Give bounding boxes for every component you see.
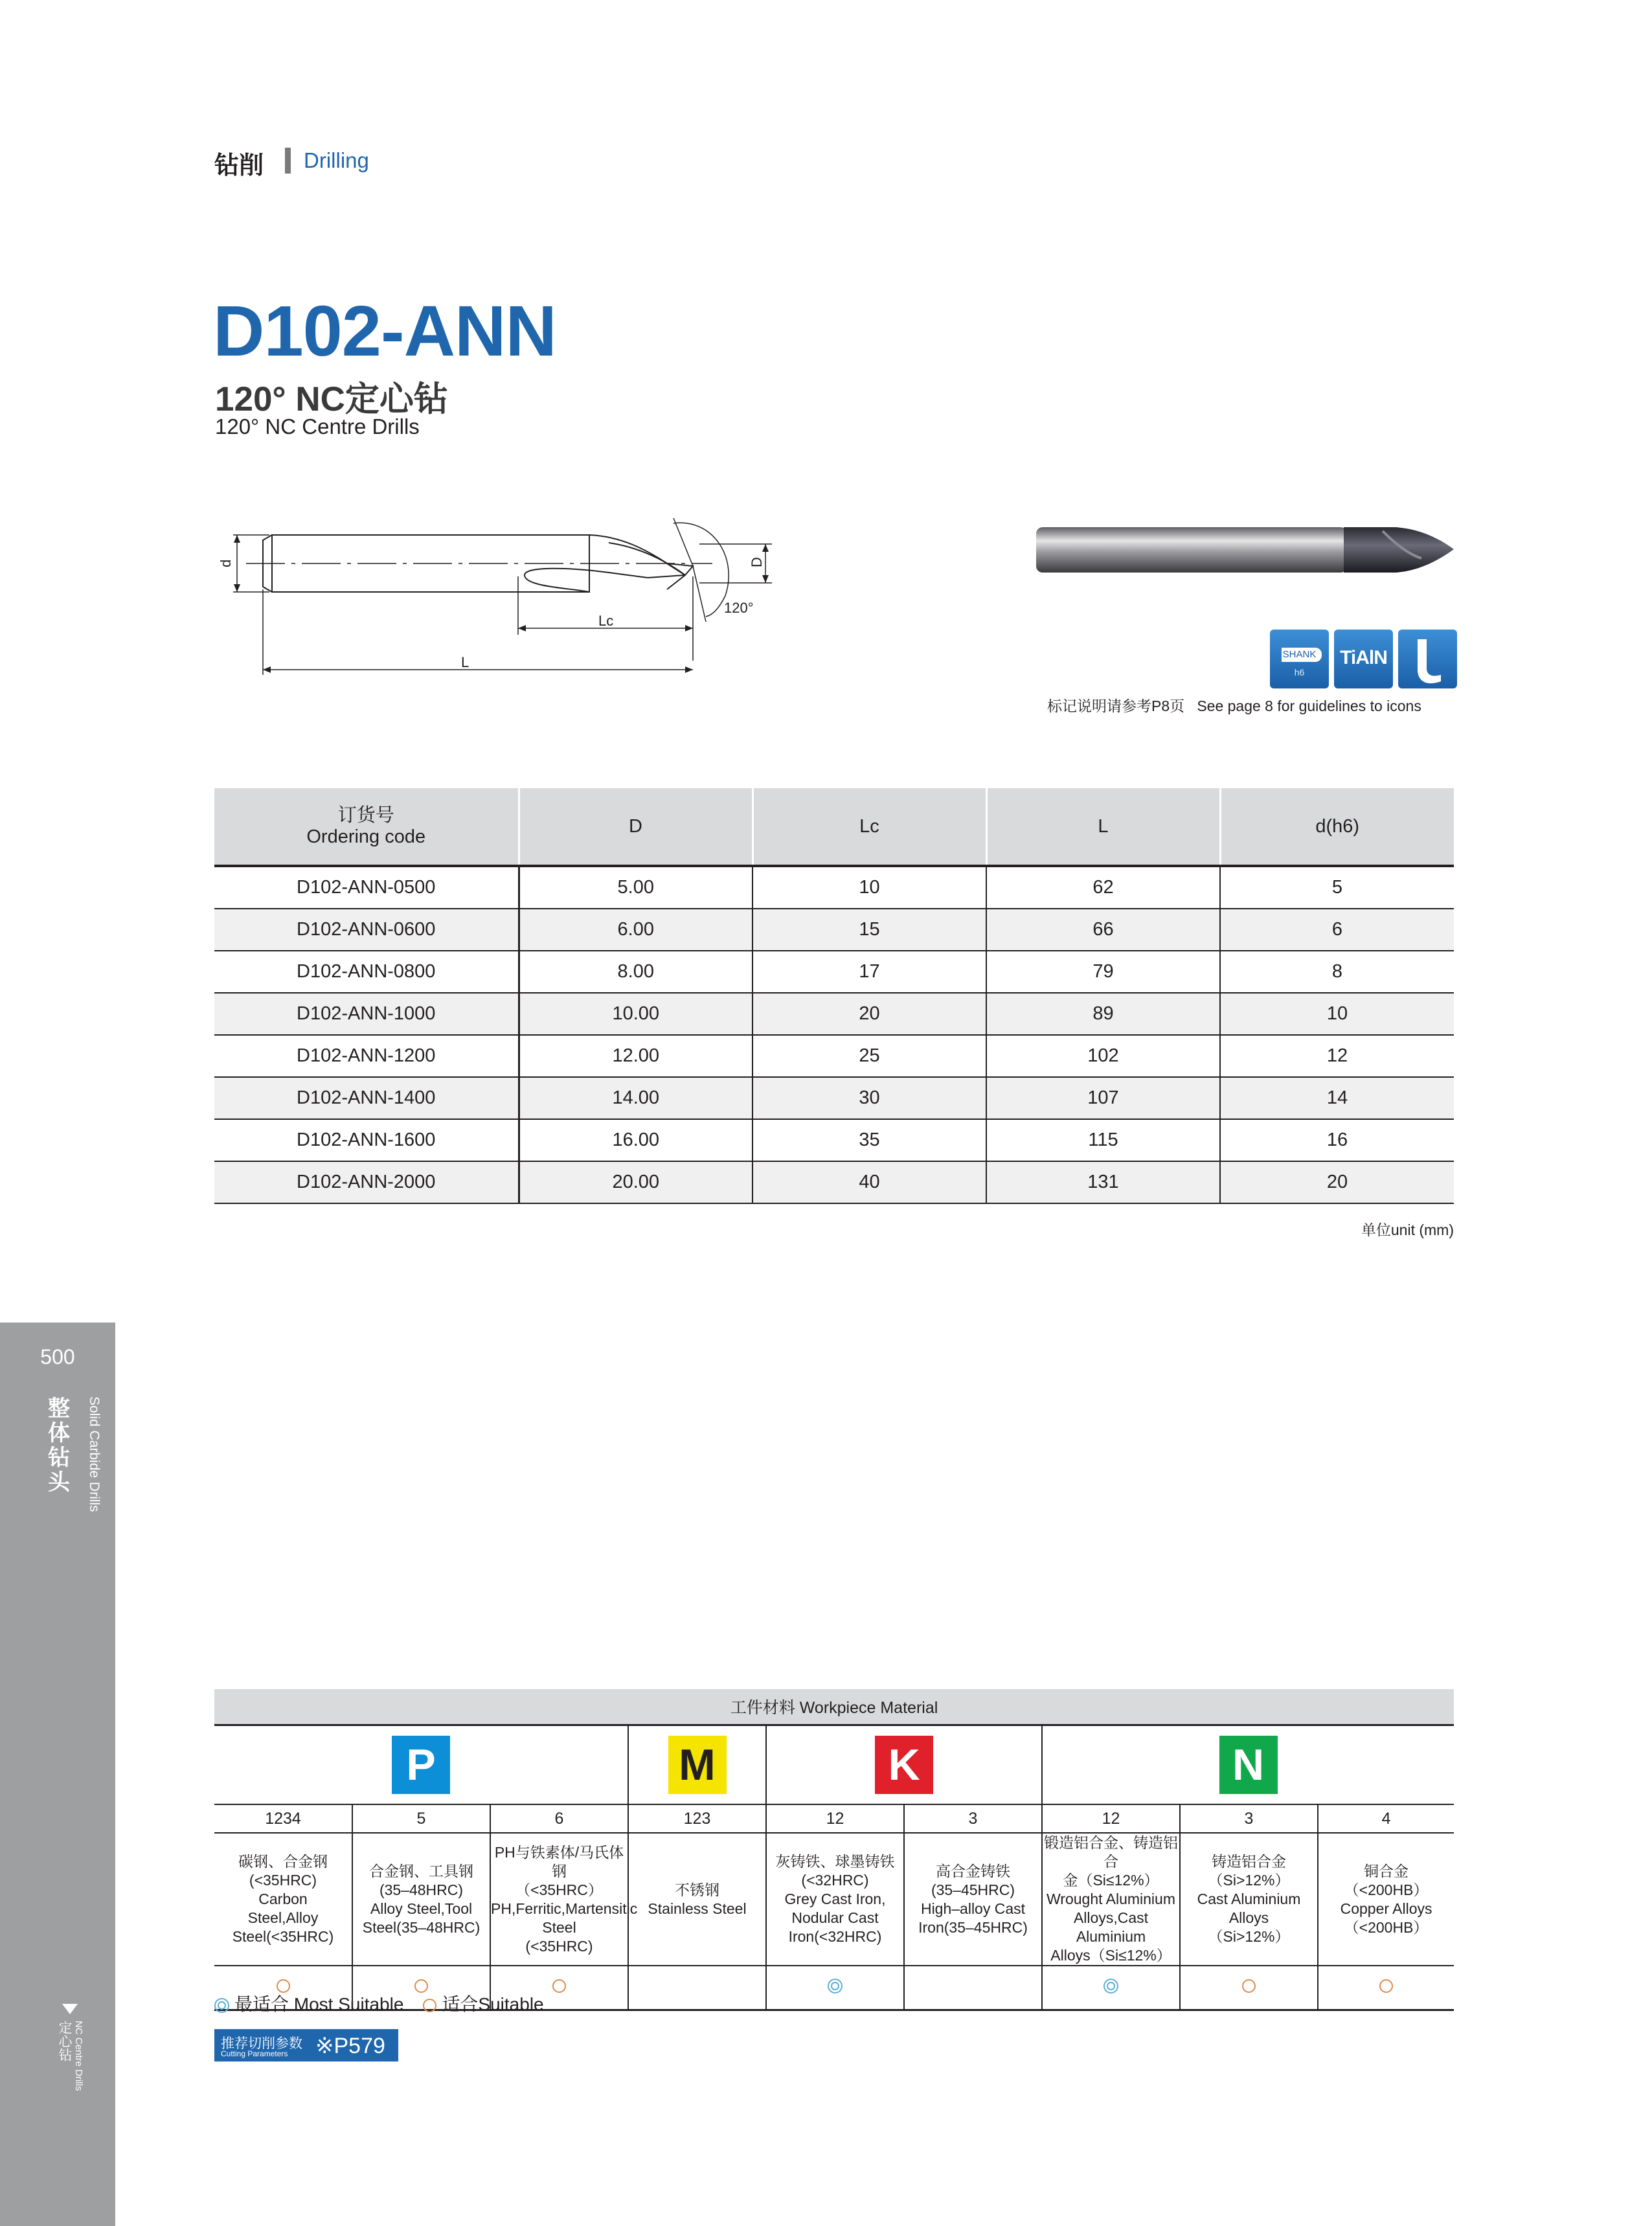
material-group-number: 1234 xyxy=(214,1804,352,1833)
material-desc-line: 锻造铝合金、铸造铝合 xyxy=(1044,1834,1178,1870)
suitability-cell xyxy=(904,1966,1042,2010)
material-group-number: 12 xyxy=(766,1804,904,1833)
cell-Lc: 17 xyxy=(752,951,986,993)
dim-label-Lc: Lc xyxy=(598,613,614,629)
unit-note: 单位unit (mm) xyxy=(1361,1221,1454,1238)
material-desc-line: Carbon xyxy=(258,1891,308,1907)
material-desc-line: Steel(35–48HRC) xyxy=(362,1918,481,1936)
material-desc-line: (<35HRC) xyxy=(249,1872,317,1889)
iso-group-K xyxy=(766,1725,1042,1805)
cell-d: 20 xyxy=(1220,1161,1454,1203)
material-desc-line: High–alloy Cast xyxy=(920,1900,1026,1917)
material-desc-line: （Si>12%） xyxy=(1208,1928,1290,1945)
material-desc-line: Steel xyxy=(542,1918,576,1936)
product-code-title: D102-ANN xyxy=(213,291,556,371)
material-desc-line: 合金钢、工具钢 xyxy=(369,1862,473,1880)
table-row xyxy=(214,993,1454,1035)
material-description xyxy=(904,1833,1042,1966)
cell-d: 12 xyxy=(1220,1035,1454,1077)
table-row xyxy=(214,1119,1454,1161)
suitability-legend xyxy=(214,1990,544,2016)
material-description xyxy=(1042,1833,1180,1966)
cell-L: 131 xyxy=(986,1161,1220,1203)
material-desc-line: 铸造铝合金 xyxy=(1212,1853,1286,1870)
cell-D: 20.00 xyxy=(519,1161,752,1203)
cell-Lc: 20 xyxy=(752,993,986,1035)
category-title-zh: 钻削 xyxy=(214,152,264,179)
material-desc-line: 金（Si≤12%） xyxy=(1063,1872,1159,1889)
cell-Lc: 25 xyxy=(752,1035,986,1077)
cell-code: D102-ANN-0800 xyxy=(214,951,519,993)
cell-D: 5.00 xyxy=(519,866,752,909)
col-header-D: D xyxy=(519,788,752,866)
material-group-number: 5 xyxy=(352,1804,490,1833)
material-desc-line: 灰铸铁、球墨铸铁 xyxy=(775,1853,895,1870)
material-desc-line: Grey Cast Iron, xyxy=(784,1891,886,1907)
cell-d: 16 xyxy=(1220,1119,1454,1161)
cell-Lc: 35 xyxy=(752,1119,986,1161)
material-desc-line: (<35HRC) xyxy=(525,1937,593,1955)
cell-D: 6.00 xyxy=(519,909,752,951)
material-desc-line: Alloys,Cast Aluminium xyxy=(1073,1909,1149,1945)
iso-K-badge: K xyxy=(875,1736,933,1794)
material-group-number: 4 xyxy=(1318,1804,1454,1833)
table-row xyxy=(214,951,1454,993)
shank-icon-text: SHANK xyxy=(1282,649,1317,660)
cell-L: 66 xyxy=(986,909,1220,951)
cell-code: D102-ANN-1200 xyxy=(214,1035,519,1077)
subsection-title-zh: 定心钻 xyxy=(57,2021,72,2061)
col-header-Lc: Lc xyxy=(752,788,986,866)
iso-group-N xyxy=(1042,1725,1454,1805)
icon-note-en: See page 8 for guidelines to icons xyxy=(1197,698,1421,714)
suitable-icon xyxy=(423,1999,436,2012)
material-desc-line: (35–48HRC) xyxy=(379,1881,464,1898)
col-header-en: Ordering code xyxy=(306,826,426,847)
cell-Lc: 40 xyxy=(752,1161,986,1203)
suitability-cell xyxy=(1318,1966,1454,2010)
cell-Lc: 15 xyxy=(752,909,986,951)
flute-icon xyxy=(1398,630,1457,688)
page-number: 500 xyxy=(40,1345,75,1369)
technical-drawing xyxy=(220,505,777,687)
iso-M-badge: M xyxy=(668,1736,727,1794)
cell-d: 8 xyxy=(1220,951,1454,993)
cell-Lc: 30 xyxy=(752,1077,986,1119)
material-desc-line: Copper Alloys xyxy=(1340,1900,1432,1917)
product-photo xyxy=(1033,518,1460,583)
cutting-parameters-link[interactable] xyxy=(214,2029,398,2061)
material-group-number: 6 xyxy=(490,1804,628,1833)
dimension-table xyxy=(214,788,1454,1204)
material-desc-line: 不锈钢 xyxy=(675,1881,719,1898)
cutting-label-zh: 推荐切削参数 xyxy=(221,2036,302,2051)
cell-L: 89 xyxy=(986,993,1220,1035)
section-title-zh: 整体钻头 xyxy=(48,1396,70,1495)
material-group-number: 12 xyxy=(1042,1804,1180,1833)
section-title-en: Solid Carbide Drills xyxy=(87,1396,102,1512)
cell-code: D102-ANN-0600 xyxy=(214,909,519,951)
material-desc-line: 高合金铸铁 xyxy=(936,1862,1010,1880)
cutting-page-ref: ※P579 xyxy=(315,2034,385,2058)
angle-label: 120° xyxy=(724,600,754,616)
material-description xyxy=(766,1833,904,1966)
icon-guideline-note xyxy=(1047,694,1421,716)
cell-L: 102 xyxy=(986,1035,1220,1077)
material-group-number: 3 xyxy=(1180,1804,1318,1833)
material-desc-line: 碳钢、合金钢 xyxy=(238,1853,328,1870)
suitable-icon xyxy=(552,1979,566,1993)
cell-code: D102-ANN-1400 xyxy=(214,1077,519,1119)
material-desc-line: (<32HRC) xyxy=(801,1872,869,1889)
material-desc-line: Iron(<32HRC) xyxy=(788,1928,882,1945)
legend-most-label: 最适合 Most Suitable xyxy=(234,1994,404,2014)
section-marker-icon xyxy=(62,2004,78,2014)
material-desc-line: PH与铁素体/马氏体钢 xyxy=(494,1843,624,1880)
material-description xyxy=(214,1833,352,1966)
suitability-cell xyxy=(1042,1966,1180,2010)
table-row xyxy=(214,1161,1454,1203)
iso-P-badge: P xyxy=(392,1736,450,1794)
suitable-icon xyxy=(1242,1979,1256,1993)
dim-label-D: D xyxy=(749,557,765,567)
cell-code: D102-ANN-1600 xyxy=(214,1119,519,1161)
col-header-L: L xyxy=(986,788,1220,866)
material-desc-line: Alloys（Si≤12%） xyxy=(1050,1947,1171,1964)
material-group-row xyxy=(214,1804,1454,1833)
material-desc-line: （Si>12%） xyxy=(1208,1872,1290,1889)
workpiece-material-table xyxy=(214,1689,1454,2011)
material-desc-line: PH,Ferritic,Martensitic xyxy=(491,1900,638,1917)
dim-label-L: L xyxy=(461,654,470,670)
col-header-d-h6: d(h6) xyxy=(1220,788,1454,866)
suitability-cell xyxy=(628,1966,766,2010)
cell-L: 79 xyxy=(986,951,1220,993)
dim-label-d: d xyxy=(218,559,234,567)
cell-code: D102-ANN-1000 xyxy=(214,993,519,1035)
material-desc-line: 铜合金 xyxy=(1364,1862,1409,1880)
shank-h6-icon xyxy=(1270,630,1329,688)
cutting-label-en: Cutting Parameters xyxy=(221,2049,288,2058)
table-row xyxy=(214,866,1454,909)
iso-group-P xyxy=(214,1725,628,1805)
material-desc-line: Cast Aluminium xyxy=(1197,1891,1301,1907)
cell-code: D102-ANN-2000 xyxy=(214,1161,519,1203)
material-desc-line: Alloys xyxy=(1228,1909,1269,1926)
cell-d: 14 xyxy=(1220,1077,1454,1119)
suitability-cell xyxy=(766,1966,904,2010)
most-suitable-icon xyxy=(828,1979,843,1993)
material-desc-line: Steel,Alloy xyxy=(247,1909,319,1926)
cell-D: 10.00 xyxy=(519,993,752,1035)
icon-note-zh: 标记说明请参考P8页 xyxy=(1047,698,1185,714)
material-desc-line: Iron(35–45HRC) xyxy=(918,1918,1028,1936)
cell-D: 12.00 xyxy=(519,1035,752,1077)
material-description xyxy=(490,1833,638,1966)
material-desc-line: (35–45HRC) xyxy=(931,1881,1015,1898)
material-desc-line: Alloy Steel,Tool xyxy=(370,1900,473,1917)
shank-icon-sub: h6 xyxy=(1294,667,1305,677)
cell-L: 115 xyxy=(986,1119,1220,1161)
table-row xyxy=(214,909,1454,951)
material-desc-line: （<200HB） xyxy=(1344,1881,1429,1898)
cell-L: 62 xyxy=(986,866,1220,909)
cell-L: 107 xyxy=(986,1077,1220,1119)
cell-d: 6 xyxy=(1220,909,1454,951)
material-desc-line: Wrought Aluminium xyxy=(1047,1891,1175,1907)
cell-D: 14.00 xyxy=(519,1077,752,1119)
cell-d: 10 xyxy=(1220,993,1454,1035)
most-suitable-icon xyxy=(214,1998,229,2013)
col-header-zh: 订货号 xyxy=(337,805,394,826)
tialn-icon-text: TiAlN xyxy=(1340,647,1387,668)
material-desc-row xyxy=(214,1833,1454,1966)
category-title-en: Drilling xyxy=(304,148,369,172)
material-desc-line: （<200HB） xyxy=(1344,1918,1429,1936)
material-description xyxy=(1180,1833,1318,1966)
suitability-cell xyxy=(1180,1966,1318,2010)
header-divider xyxy=(285,148,291,174)
cell-D: 8.00 xyxy=(519,951,752,993)
material-description xyxy=(1318,1833,1454,1966)
most-suitable-icon xyxy=(1103,1979,1118,1993)
table-row xyxy=(214,1035,1454,1077)
material-group-number: 123 xyxy=(628,1804,766,1833)
col-header-ordering-code xyxy=(214,788,519,866)
material-desc-line: Steel(<35HRC) xyxy=(232,1928,334,1945)
material-description xyxy=(628,1833,766,1966)
cell-d: 5 xyxy=(1220,866,1454,909)
material-description xyxy=(352,1833,490,1966)
material-desc-line: Nodular Cast xyxy=(791,1909,879,1926)
table-row xyxy=(214,1077,1454,1119)
product-subtitle-en: 120° NC Centre Drills xyxy=(215,415,420,438)
material-desc-line: （<35HRC） xyxy=(515,1881,603,1898)
iso-N-badge: N xyxy=(1219,1736,1278,1794)
material-desc-line: Stainless Steel xyxy=(648,1900,747,1917)
tialn-coating-icon xyxy=(1334,630,1393,688)
material-table-title: 工件材料 Workpiece Material xyxy=(214,1689,1454,1725)
legend-suitable-label: 适合Suitable xyxy=(442,1994,544,2014)
cell-Lc: 10 xyxy=(752,866,986,909)
subsection-title-en: NC Centre Drills xyxy=(73,2021,84,2091)
suitable-icon xyxy=(1379,1979,1393,1993)
product-subtitle-zh: 120° NC定心钻 xyxy=(215,380,448,418)
cell-code: D102-ANN-0500 xyxy=(214,866,519,909)
material-group-number: 3 xyxy=(904,1804,1042,1833)
iso-group-M xyxy=(628,1725,766,1805)
cell-D: 16.00 xyxy=(519,1119,752,1161)
